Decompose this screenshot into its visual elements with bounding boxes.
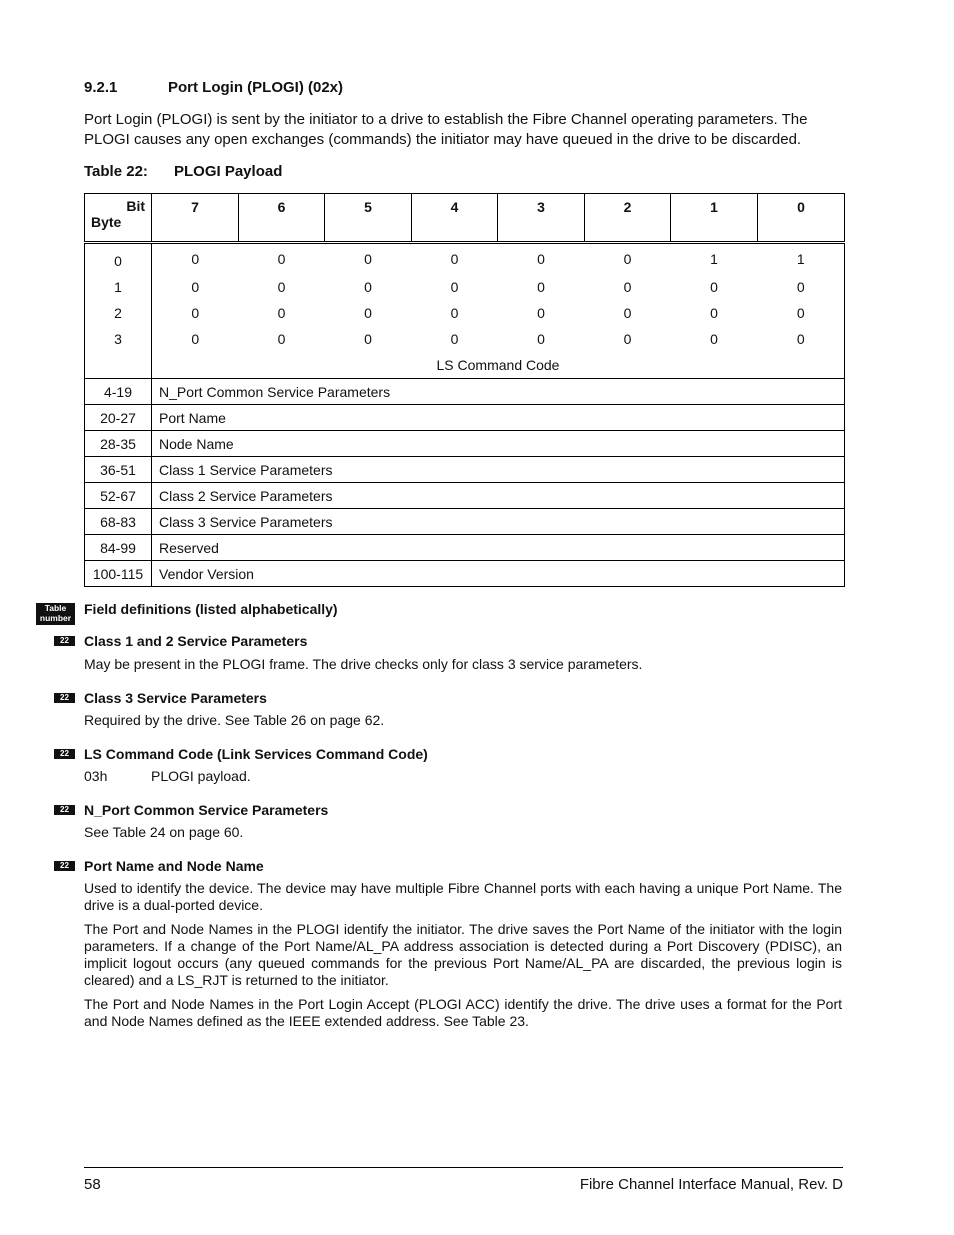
code-description: PLOGI payload. — [151, 768, 251, 784]
field-body: See Table 24 on page 60. — [84, 824, 244, 840]
bit-header: 0 — [758, 194, 845, 243]
bit-header: 2 — [585, 194, 671, 243]
ls-command-row — [85, 352, 845, 379]
bit-cell: 0 — [191, 251, 200, 267]
manual-title: Fibre Channel Interface Manual, Rev. D — [579, 1176, 843, 1193]
bit-cell: 0 — [191, 305, 200, 321]
byte-range: 100-115 — [85, 561, 152, 587]
byte-cell: 2 — [85, 300, 152, 326]
field-title: Class 3 Service Parameters — [84, 690, 267, 706]
bit-cell: 0 — [364, 331, 372, 347]
bit-cell: 0 — [364, 251, 372, 267]
table-row — [85, 561, 845, 587]
field-paragraph: Used to identify the device. The device may have multiple Fibre Channel ports with each having a unique Port Name. The drive is a dual-ported device. — [84, 880, 842, 913]
field-definitions-heading: Field definitions (listed alphabetically) — [84, 601, 338, 617]
byte-range: 20-27 — [85, 405, 152, 431]
bit-cell: 0 — [537, 251, 545, 267]
byte-range: 4-19 — [85, 379, 152, 405]
field-description: Class 1 Service Parameters — [152, 457, 845, 483]
table-row — [85, 535, 845, 561]
field-description: Port Name — [152, 405, 845, 431]
table-ref-badge: 22 — [54, 693, 75, 703]
field-description: Reserved — [152, 535, 845, 561]
bit-cell: 0 — [364, 279, 372, 295]
bit-cell: 0 — [277, 251, 286, 267]
table-row — [85, 457, 845, 483]
code-definition — [84, 768, 251, 784]
field-description: Vendor Version — [152, 561, 845, 587]
badge-line: Table — [44, 603, 67, 613]
byte-cell: 0 — [85, 243, 152, 275]
code-value: 03h — [84, 768, 108, 784]
byte-range: 36-51 — [85, 457, 152, 483]
field-description: Class 2 Service Parameters — [152, 483, 845, 509]
bit-header: 3 — [498, 194, 585, 243]
bit-cell: 0 — [450, 305, 459, 321]
intro-paragraph: Port Login (PLOGI) is sent by the initiator to a drive to establish the Fibre Channel operating parameters. The PLOGI causes any open exchanges (commands) the initiator may have queued in the drive to be discarded. — [84, 111, 808, 148]
bit-cell: 0 — [450, 279, 459, 295]
bit-cell: 0 — [710, 279, 718, 295]
code-row — [85, 326, 845, 352]
bit-label: Bit — [126, 198, 145, 214]
page-number: 58 — [84, 1176, 101, 1193]
bit-cell: 0 — [623, 251, 632, 267]
field-title: LS Command Code (Link Services Command Code) — [84, 746, 428, 762]
ls-command-code-label: LS Command Code — [152, 352, 845, 379]
field-paragraph: The Port and Node Names in the PLOGI identify the initiator. The drive saves the Port Name of the initiator with the login parameters. If a change of the Port Name/AL_PA address association is detected during a Port Discovery (PDISC), an implicit logout occurs (any queued commands for the previous Port Name/AL_PA are discarded, the previous login is cleared) and a LS_RJT is returned to the initiator. — [84, 921, 842, 988]
bit-cell: 0 — [710, 331, 718, 347]
footer-divider — [84, 1167, 843, 1168]
section-heading — [84, 79, 343, 96]
table-ref-badge: 22 — [54, 749, 75, 759]
bit-cell: 0 — [277, 305, 286, 321]
byte-range: 28-35 — [85, 431, 152, 457]
bit-cell: 0 — [450, 331, 459, 347]
bit-cell: 0 — [623, 331, 632, 347]
field-description: Node Name — [152, 431, 845, 457]
bit-header: 7 — [152, 194, 239, 243]
bit-cell: 0 — [710, 305, 718, 321]
bit-byte-header — [85, 194, 152, 243]
table-row — [85, 509, 845, 535]
field-body: Required by the drive. See Table 26 on page 62. — [84, 712, 385, 728]
badge-line: number — [39, 613, 72, 623]
table-caption — [84, 163, 282, 180]
byte-cell: 3 — [85, 326, 152, 352]
bit-cell: 0 — [537, 279, 545, 295]
field-body: May be present in the PLOGI frame. The drive checks only for class 3 service parameters. — [84, 656, 643, 672]
table-row — [85, 483, 845, 509]
table-row — [85, 379, 845, 405]
byte-cell-empty — [85, 352, 152, 379]
field-paragraph: The Port and Node Names in the Port Login Accept (PLOGI ACC) identify the drive. The drive uses a format for the Port and Node Names defined as the IEEE extended address. See Table 23. — [84, 996, 842, 1029]
field-title: Class 1 and 2 Service Parameters — [84, 633, 308, 649]
byte-range: 68-83 — [85, 509, 152, 535]
code-row — [85, 243, 845, 275]
byte-cell: 1 — [85, 274, 152, 300]
code-row — [85, 300, 845, 326]
table-number-badge — [36, 603, 75, 625]
bit-cell: 0 — [537, 331, 545, 347]
byte-range: 52-67 — [85, 483, 152, 509]
section-title: Port Login (PLOGI) (02x) — [168, 79, 343, 96]
section-number: 9.2.1 — [84, 79, 118, 96]
code-row — [85, 274, 845, 300]
bit-cell: 0 — [758, 274, 845, 300]
bit-cell: 1 — [758, 243, 845, 275]
bit-cell: 0 — [537, 305, 545, 321]
bit-cell: 0 — [623, 305, 632, 321]
table-caption-number: Table 22: — [84, 163, 148, 180]
plogi-payload-table — [84, 193, 845, 587]
bit-header: 4 — [412, 194, 498, 243]
table-ref-badge: 22 — [54, 805, 75, 815]
table-ref-badge: 22 — [54, 636, 75, 646]
bit-cell: 0 — [450, 251, 459, 267]
field-title: N_Port Common Service Parameters — [84, 802, 329, 818]
table-header-row — [85, 194, 845, 243]
bit-header: 6 — [239, 194, 325, 243]
bit-cell: 0 — [277, 331, 286, 347]
field-description: N_Port Common Service Parameters — [152, 379, 845, 405]
byte-label: Byte — [91, 214, 122, 230]
bit-header: 5 — [325, 194, 412, 243]
table-row — [85, 405, 845, 431]
bit-cell: 0 — [191, 331, 200, 347]
bit-cell: 0 — [623, 279, 632, 295]
table-row — [85, 431, 845, 457]
bit-cell: 0 — [758, 326, 845, 352]
bit-cell: 1 — [710, 251, 718, 267]
field-title: Port Name and Node Name — [84, 858, 264, 874]
bit-cell: 0 — [191, 279, 200, 295]
field-description: Class 3 Service Parameters — [152, 509, 845, 535]
table-caption-title: PLOGI Payload — [174, 163, 283, 180]
bit-cell: 0 — [277, 279, 286, 295]
byte-range: 84-99 — [85, 535, 152, 561]
bit-cell: 0 — [364, 305, 372, 321]
table-ref-badge: 22 — [54, 861, 75, 871]
bit-header: 1 — [671, 194, 758, 243]
bit-cell: 0 — [758, 300, 845, 326]
